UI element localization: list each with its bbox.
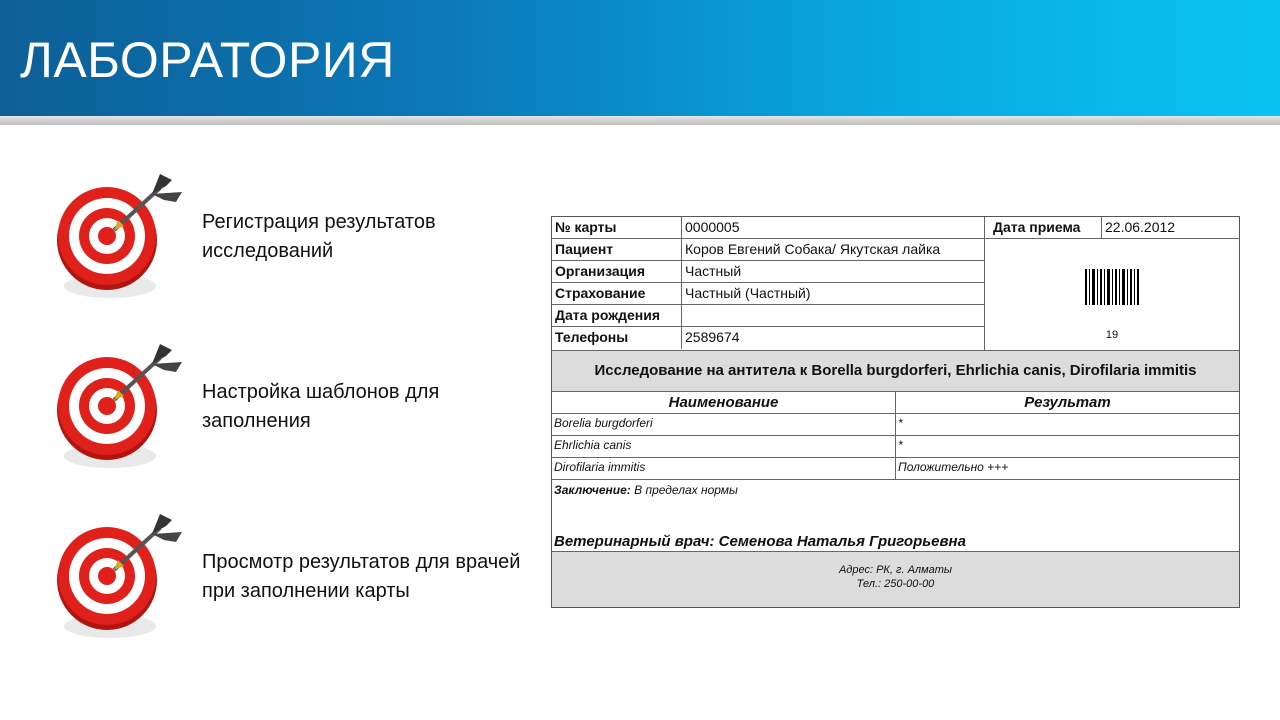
feature-text: Настройка шаблонов для заполнения xyxy=(202,381,440,432)
result-value: Положительно +++ xyxy=(898,460,1009,474)
test-title: Исследование на антитела к Borella burgdorferi, Ehrlichia canis, Dirofilaria immitis xyxy=(552,350,1239,392)
page-title: ЛАБОРАТОРИЯ xyxy=(20,32,395,88)
field-row xyxy=(552,327,984,350)
feature-item xyxy=(52,338,532,478)
field-value: 0000005 xyxy=(685,219,740,235)
table-row xyxy=(552,458,1239,480)
field-label: Страхование xyxy=(552,283,682,305)
conclusion-value: В пределах нормы xyxy=(634,483,738,497)
reception-date-row xyxy=(984,217,1239,239)
barcode-number: 19 xyxy=(1105,329,1119,341)
feature-text: Просмотр результатов для врачей при заполнении карты xyxy=(202,551,521,602)
target-dart-icon xyxy=(52,508,187,643)
field-value xyxy=(682,305,685,327)
field-row xyxy=(552,261,984,283)
field-label: Телефоны xyxy=(552,327,682,349)
table-row xyxy=(552,436,1239,458)
reception-date-value: 22.06.2012 xyxy=(1105,219,1176,235)
field-label: № карты xyxy=(552,217,682,239)
result-name: Borelia burgdorferi xyxy=(554,416,653,430)
field-row xyxy=(552,305,984,327)
field-value: Коров Евгений Собака/ Якутская лайка xyxy=(685,241,941,257)
field-row xyxy=(552,217,984,239)
footer-phone: Тел.: 250-00-00 xyxy=(856,578,935,590)
target-dart-icon xyxy=(52,168,187,303)
field-label: Пациент xyxy=(552,239,682,261)
feature-item xyxy=(52,508,532,648)
column-header-name: Наименование xyxy=(668,394,779,411)
result-name: Ehrlichia canis xyxy=(554,438,632,452)
header-divider xyxy=(0,116,1280,125)
field-value: Частный xyxy=(685,263,742,279)
table-row xyxy=(552,414,1239,436)
result-value: * xyxy=(898,416,903,430)
lab-result-form xyxy=(551,216,1240,608)
target-dart-icon xyxy=(52,338,187,473)
conclusion-label: Заключение: xyxy=(554,483,631,497)
field-value: 2589674 xyxy=(685,329,740,345)
barcode-icon xyxy=(1083,269,1143,309)
footer-address: Адрес: РК, г. Алматы xyxy=(838,564,953,576)
barcode-area xyxy=(984,239,1239,350)
document-footer xyxy=(552,551,1239,607)
doctor-signature: Ветеринарный врач: Семенова Наталья Григорьевна xyxy=(554,533,966,550)
field-label: Организация xyxy=(552,261,682,283)
conclusion xyxy=(554,483,738,497)
feature-item xyxy=(52,168,532,308)
field-row xyxy=(552,283,984,305)
feature-text: Регистрация результатов исследований xyxy=(202,211,436,262)
field-value: Частный (Частный) xyxy=(685,285,811,301)
result-name: Dirofilaria immitis xyxy=(554,460,646,474)
reception-date-label: Дата приема xyxy=(985,217,1102,238)
field-row xyxy=(552,239,984,261)
column-header-result: Результат xyxy=(1024,394,1111,411)
result-value: * xyxy=(898,438,903,452)
field-label: Дата рождения xyxy=(552,305,682,327)
